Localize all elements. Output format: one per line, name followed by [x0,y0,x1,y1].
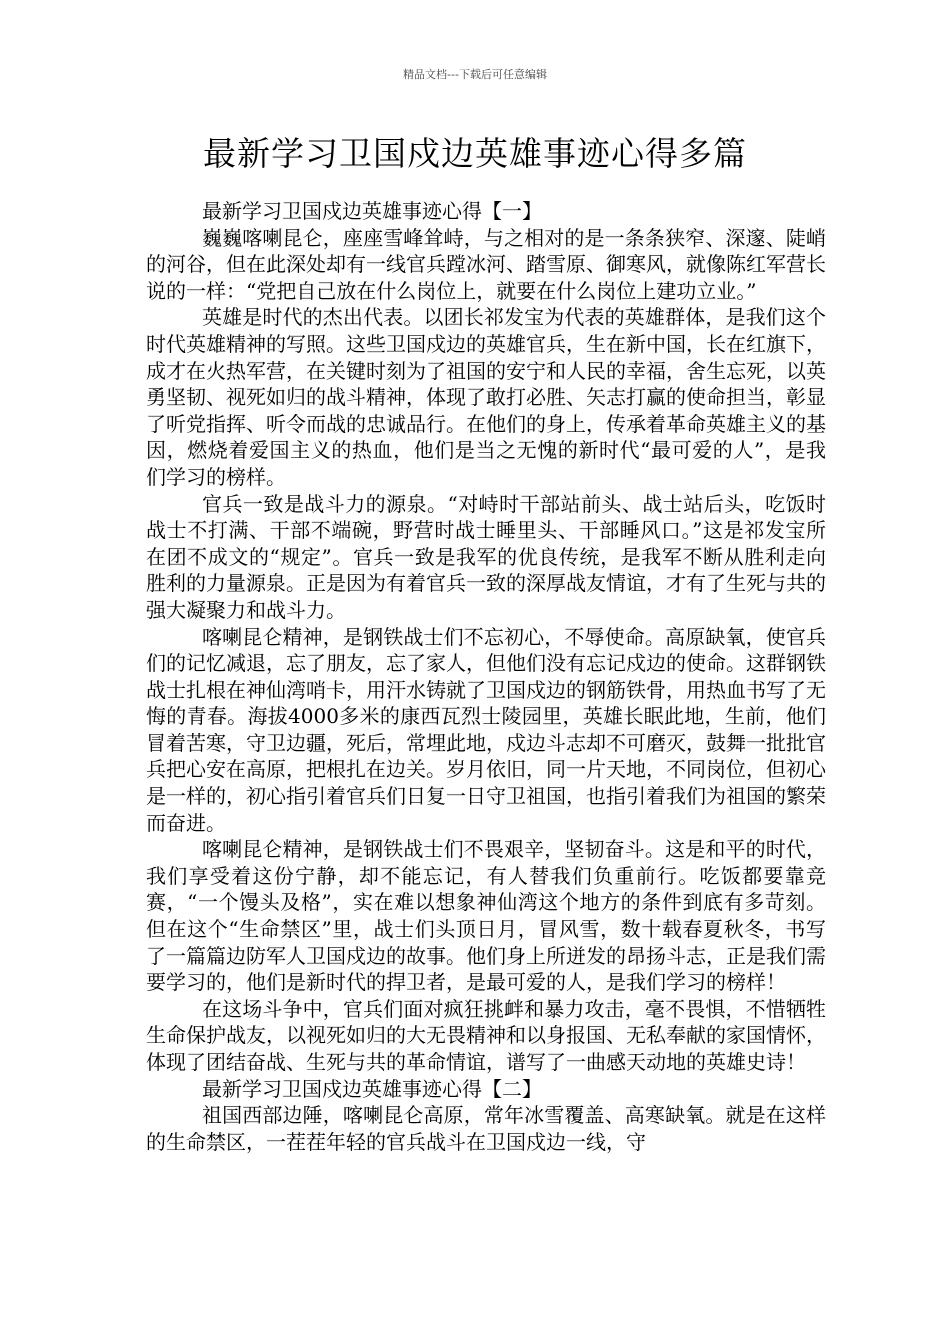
document-title: 最新学习卫国戍边英雄事迹心得多篇 [203,134,747,173]
section-heading-2: 最新学习卫国戍边英雄事迹心得【二】 [202,1076,542,1101]
header-note: 精品文档---下载后可任意编辑 [403,68,547,81]
paragraph: 官兵一致是战斗力的源泉。“对峙时干部站前头、战士站后头，吃饭时战士不打满、干部不端碗，野营时战士睡里头、干部睡风口。”这是祁发宝所在团不成文的“规定”。官兵一致是我军的优良传统，是我军不断从胜利走向胜利的力量源泉。正是因为有着官兵一致的深厚战友情谊，才有了生死与共的强大凝聚力和战斗力。 [146,491,826,622]
paragraph: 喀喇昆仑精神，是钢铁战士们不畏艰辛，坚韧奋斗。这是和平的时代，我们享受着这份宁静，却不能忘记，有人替我们负重前行。吃饭都要靠竞赛，“一个馒头及格”，实在难以想象神仙湾这个地方的条件到底有多苛刻。但在这个“生命禁区”里，战士们头顶日月，冒风雪，数十载春夏秋冬，书写了一篇篇边防军人卫国戍边的故事。他们身上所迸发的昂扬斗志，正是我们需要学习的，他们是新时代的捍卫者，是最可爱的人，是我们学习的榜样！ [146,837,826,995]
paragraph: 喀喇昆仑精神，是钢铁战士们不忘初心，不辱使命。高原缺氧，使官兵们的记忆减退，忘了朋友，忘了家人，但他们没有忘记戍边的使命。这群钢铁战士扎根在神仙湾哨卡，用汗水铸就了卫国戍边的钢筋铁骨，用热血书写了无悔的青春。海拔4000多米的康西瓦烈士陵园里，英雄长眠此地，生前，他们冒着苦寒，守卫边疆，死后，常埋此地，戍边斗志却不可磨灭，鼓舞一批批官兵把心安在高原，把根扎在边关。岁月依旧，同一片天地，不同岗位，但初心是一样的，初心指引着官兵们日复一日守卫祖国，也指引着我们为祖国的繁荣而奋进。 [146,624,826,835]
paragraph: 英雄是时代的杰出代表。以团长祁发宝为代表的英雄群体，是我们这个时代英雄精神的写照。这些卫国戍边的英雄官兵，生在新中国，长在红旗下，成才在火热军营，在关键时刻为了祖国的安宁和人民的幸福，舍生忘死，以英勇坚韧、视死如归的战斗精神，体现了敢打必胜、矢志打赢的使命担当，彰显了听党指挥、听令而战的忠诚品行。在他们的身上，传承着革命英雄主义的基因，燃烧着爱国主义的热血，他们是当之无愧的新时代“最可爱的人”，是我们学习的榜样。 [146,305,826,489]
paragraph: 巍巍喀喇昆仑，座座雪峰耸峙，与之相对的是一条条狭窄、深邃、陡峭的河谷，但在此深处却有一线官兵蹚冰河、踏雪原、御寒风，就像陈红军营长说的一样：“党把自己放在什么岗位上，就要在什么岗位上建功立业。” [146,225,826,303]
document-body [146,198,826,1155]
paragraph: 祖国西部边陲，喀喇昆仑高原，常年冰雪覆盖、高寒缺氧。就是在这样的生命禁区，一茬茬年轻的官兵战斗在卫国戍边一线，守 [146,1103,826,1154]
section-heading-1: 最新学习卫国戍边英雄事迹心得【一】 [202,199,542,223]
paragraph: 在这场斗争中，官兵们面对疯狂挑衅和暴力攻击，毫不畏惧，不惜牺牲生命保护战友，以视死如归的大无畏精神和以身报国、无私奉献的家国情怀，体现了团结奋战、生死与共的革命情谊，谱写了一曲感天动地的英雄史诗！ [146,996,826,1074]
